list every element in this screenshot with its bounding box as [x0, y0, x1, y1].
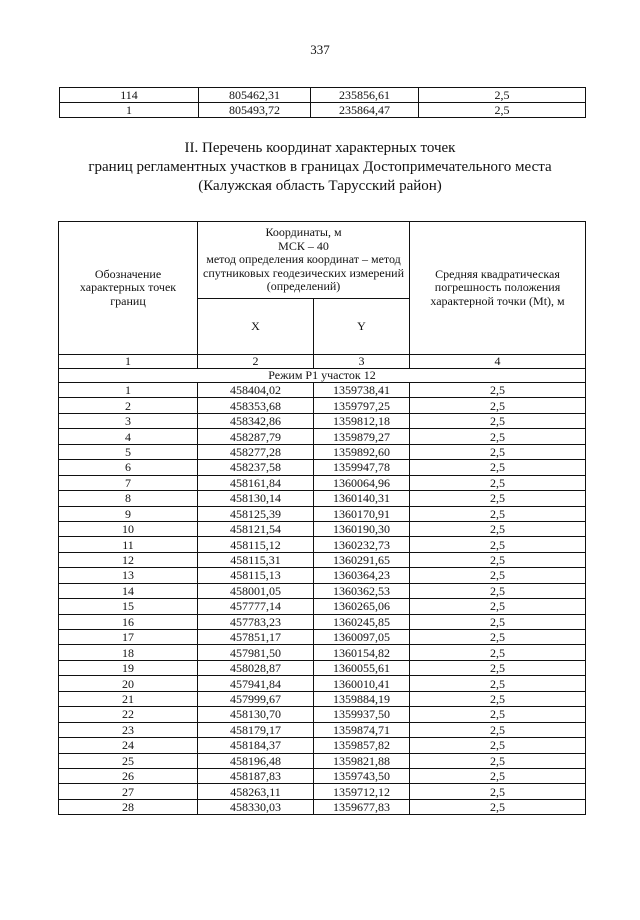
cell-mean-error: 2,5 [410, 630, 586, 645]
cell-coord-y: 235864,47 [311, 103, 419, 118]
cell-coord-x: 457851,17 [198, 630, 314, 645]
cell-point-id: 9 [59, 506, 198, 521]
cell-mean-error: 2,5 [410, 506, 586, 521]
table-row [59, 506, 586, 521]
header-coordinate-system: МСК – 40 [278, 238, 329, 253]
cell-point-id: 16 [59, 614, 198, 629]
cell-mean-error: 2,5 [410, 599, 586, 614]
table-row [59, 645, 586, 660]
cell-coord-x: 458001,05 [198, 583, 314, 598]
coordinates-table-body [59, 383, 586, 815]
cell-point-id: 1 [59, 383, 198, 398]
cell-mean-error: 2,5 [410, 521, 586, 536]
header-method: метод определения координат – метод спутниковых геодезических измерений (определений) [203, 252, 405, 294]
cell-coord-y: 1360190,30 [314, 521, 410, 536]
column-number: 4 [410, 355, 586, 369]
cell-point-id: 22 [59, 707, 198, 722]
header-x: X [198, 299, 314, 355]
cell-point-id: 1 [60, 103, 199, 118]
cell-mean-error: 2,5 [410, 383, 586, 398]
cell-mean-error: 2,5 [419, 88, 586, 103]
cell-point-id: 25 [59, 753, 198, 768]
section-title-line-2: границ регламентных участков в границах Достопримечательного места [88, 159, 552, 175]
cell-mean-error: 2,5 [410, 444, 586, 459]
table-row [59, 614, 586, 629]
cell-coord-x: 457777,14 [198, 599, 314, 614]
cell-coord-y: 1359738,41 [314, 383, 410, 398]
cell-coord-x: 458125,39 [198, 506, 314, 521]
table-row [59, 599, 586, 614]
cell-coord-y: 1359797,25 [314, 398, 410, 413]
header-point-designation: Обозначение характерных точек границ [59, 222, 198, 355]
page-number: 337 [310, 42, 330, 57]
header-coordinates-label: Координаты, м [265, 225, 342, 240]
cell-coord-y: 1360154,82 [314, 645, 410, 660]
cell-mean-error: 2,5 [410, 707, 586, 722]
mode-label: Режим Р1 участок 12 [59, 369, 586, 383]
cell-coord-y: 1360362,53 [314, 583, 410, 598]
cell-coord-x: 458130,14 [198, 491, 314, 506]
cell-coord-x: 458404,02 [198, 383, 314, 398]
cell-coord-x: 458028,87 [198, 660, 314, 675]
cell-coord-x: 457941,84 [198, 676, 314, 691]
cell-mean-error: 2,5 [410, 568, 586, 583]
table-row [59, 398, 586, 413]
table-row [59, 429, 586, 444]
cell-coord-y: 1359874,71 [314, 722, 410, 737]
cell-point-id: 4 [59, 429, 198, 444]
cell-coord-x: 458277,28 [198, 444, 314, 459]
cell-point-id: 7 [59, 475, 198, 490]
cell-mean-error: 2,5 [410, 676, 586, 691]
cell-point-id: 15 [59, 599, 198, 614]
continuation-table [59, 87, 586, 118]
cell-coord-y: 1360232,73 [314, 537, 410, 552]
cell-coord-y: 1359821,88 [314, 753, 410, 768]
cell-mean-error: 2,5 [410, 475, 586, 490]
header-column-numbers [59, 355, 586, 369]
table-row [59, 491, 586, 506]
cell-coord-x: 458196,48 [198, 753, 314, 768]
cell-point-id: 20 [59, 676, 198, 691]
coordinates-table [58, 221, 586, 815]
table-row [60, 103, 586, 118]
cell-mean-error: 2,5 [410, 738, 586, 753]
cell-coord-x: 458287,79 [198, 429, 314, 444]
cell-coord-y: 1360140,31 [314, 491, 410, 506]
cell-point-id: 21 [59, 691, 198, 706]
cell-mean-error: 2,5 [410, 583, 586, 598]
cell-mean-error: 2,5 [410, 784, 586, 799]
cell-mean-error: 2,5 [410, 691, 586, 706]
table-row [59, 413, 586, 428]
table-row [59, 722, 586, 737]
cell-coord-y: 1360055,61 [314, 660, 410, 675]
table-row [59, 676, 586, 691]
cell-coord-x: 458115,12 [198, 537, 314, 552]
cell-coord-x: 458121,54 [198, 521, 314, 536]
section-title-line-3: (Калужская область Тарусский район) [198, 178, 442, 194]
cell-coord-x: 458184,37 [198, 738, 314, 753]
cell-point-id: 114 [60, 88, 199, 103]
table-row [59, 568, 586, 583]
cell-mean-error: 2,5 [410, 768, 586, 783]
cell-coord-x: 457999,67 [198, 691, 314, 706]
cell-coord-x: 458237,58 [198, 460, 314, 475]
cell-coord-y: 1359812,18 [314, 413, 410, 428]
table-row [59, 799, 586, 814]
cell-point-id: 19 [59, 660, 198, 675]
cell-point-id: 26 [59, 768, 198, 783]
cell-coord-y: 1359712,12 [314, 784, 410, 799]
cell-mean-error: 2,5 [419, 103, 586, 118]
coordinates-table-header [59, 222, 586, 383]
table-row [59, 537, 586, 552]
cell-point-id: 8 [59, 491, 198, 506]
table-row [59, 552, 586, 567]
table-row [59, 383, 586, 398]
cell-coord-y: 1359884,19 [314, 691, 410, 706]
cell-coord-y: 1360245,85 [314, 614, 410, 629]
cell-point-id: 18 [59, 645, 198, 660]
cell-point-id: 6 [59, 460, 198, 475]
cell-coord-x: 457981,50 [198, 645, 314, 660]
table-row [59, 691, 586, 706]
cell-coord-x: 458187,83 [198, 768, 314, 783]
cell-coord-y: 1359677,83 [314, 799, 410, 814]
cell-coord-y: 1359743,50 [314, 768, 410, 783]
cell-coord-x: 457783,23 [198, 614, 314, 629]
cell-coord-x: 458330,03 [198, 799, 314, 814]
cell-coord-y: 1359879,27 [314, 429, 410, 444]
table-row [59, 707, 586, 722]
cell-coord-y: 1360265,06 [314, 599, 410, 614]
cell-coord-x: 458353,68 [198, 398, 314, 413]
table-row [59, 583, 586, 598]
cell-coord-y: 1359892,60 [314, 444, 410, 459]
cell-mean-error: 2,5 [410, 645, 586, 660]
cell-point-id: 3 [59, 413, 198, 428]
header-coordinates [198, 222, 410, 299]
table-row [59, 630, 586, 645]
cell-point-id: 27 [59, 784, 198, 799]
cell-coord-y: 1360291,65 [314, 552, 410, 567]
cell-mean-error: 2,5 [410, 799, 586, 814]
cell-coord-y: 1360364,23 [314, 568, 410, 583]
cell-coord-y: 1360170,91 [314, 506, 410, 521]
table-row [59, 660, 586, 675]
cell-mean-error: 2,5 [410, 398, 586, 413]
table-row [59, 460, 586, 475]
table-row [59, 768, 586, 783]
cell-mean-error: 2,5 [410, 491, 586, 506]
cell-coord-y: 1360097,05 [314, 630, 410, 645]
cell-mean-error: 2,5 [410, 537, 586, 552]
table-row [59, 738, 586, 753]
table-row [59, 521, 586, 536]
cell-coord-y: 1359937,50 [314, 707, 410, 722]
header-mean-square-error: Средняя квадратическая погрешность положения характерной точки (Mt), м [410, 222, 586, 355]
cell-mean-error: 2,5 [410, 614, 586, 629]
cell-point-id: 11 [59, 537, 198, 552]
cell-coord-x: 458179,17 [198, 722, 314, 737]
table-row [59, 753, 586, 768]
cell-mean-error: 2,5 [410, 722, 586, 737]
cell-coord-x: 805462,31 [199, 88, 311, 103]
cell-mean-error: 2,5 [410, 413, 586, 428]
continuation-table-body [60, 88, 586, 118]
cell-mean-error: 2,5 [410, 552, 586, 567]
cell-point-id: 2 [59, 398, 198, 413]
cell-point-id: 23 [59, 722, 198, 737]
cell-coord-y: 1360010,41 [314, 676, 410, 691]
cell-coord-x: 805493,72 [199, 103, 311, 118]
cell-point-id: 13 [59, 568, 198, 583]
cell-coord-x: 458115,31 [198, 552, 314, 567]
cell-point-id: 28 [59, 799, 198, 814]
cell-mean-error: 2,5 [410, 660, 586, 675]
cell-coord-y: 1359947,78 [314, 460, 410, 475]
table-row [60, 88, 586, 103]
cell-mean-error: 2,5 [410, 460, 586, 475]
cell-coord-x: 458115,13 [198, 568, 314, 583]
cell-point-id: 12 [59, 552, 198, 567]
cell-point-id: 24 [59, 738, 198, 753]
cell-point-id: 5 [59, 444, 198, 459]
table-row [59, 475, 586, 490]
column-number: 1 [59, 355, 198, 369]
table-row [59, 444, 586, 459]
section-title-line-1: II. Перечень координат характерных точек [184, 140, 456, 156]
cell-mean-error: 2,5 [410, 429, 586, 444]
table-row [59, 784, 586, 799]
column-number: 2 [198, 355, 314, 369]
cell-coord-y: 1359857,82 [314, 738, 410, 753]
cell-coord-x: 458130,70 [198, 707, 314, 722]
cell-coord-x: 458263,11 [198, 784, 314, 799]
cell-coord-x: 458342,86 [198, 413, 314, 428]
cell-point-id: 14 [59, 583, 198, 598]
header-y: Y [314, 299, 410, 355]
cell-coord-y: 1360064,96 [314, 475, 410, 490]
column-number: 3 [314, 355, 410, 369]
cell-mean-error: 2,5 [410, 753, 586, 768]
cell-point-id: 10 [59, 521, 198, 536]
cell-coord-y: 235856,61 [311, 88, 419, 103]
cell-coord-x: 458161,84 [198, 475, 314, 490]
cell-point-id: 17 [59, 630, 198, 645]
